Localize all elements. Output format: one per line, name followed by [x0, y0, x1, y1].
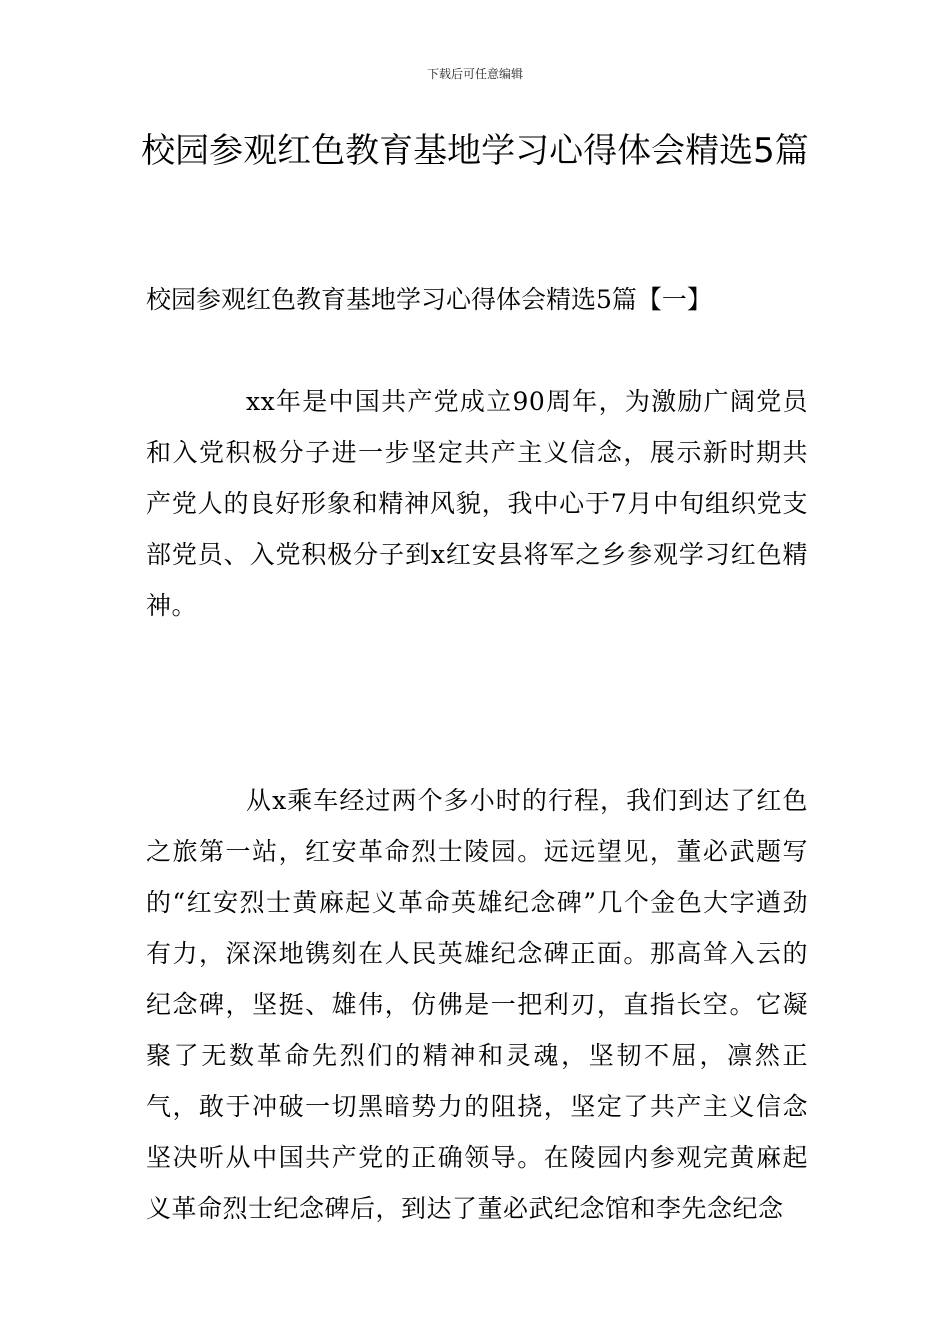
document-title: 校园参观红色教育基地学习心得体会精选5篇: [141, 131, 809, 171]
section-heading: 校园参观红色教育基地学习心得体会精选5篇【一】: [146, 285, 712, 314]
body-paragraph-2: 从x乘车经过两个多小时的行程，我们到达了红色之旅第一站，红安革命烈士陵园。远远望见，董必武题写的“红安烈士黄麻起义革命英雄纪念碑”几个金色大字遒劲有力，深深地镌刻在人民英雄纪念碑正面。那高耸入云的纪念碑，坚挺、雄伟，仿佛是一把利刃，直指长空。它凝聚了无数革命先烈们的精神和灵魂，坚韧不屈，凛然正气，敢于冲破一切黑暗势力的阻挠，坚定了共产主义信念坚决听从中国共产党的正确领导。在陵园内参观完黄麻起义革命烈士纪念碑后，到达了董必武纪念馆和李先念纪念: [146, 786, 808, 1223]
body-paragraph-1: xx年是中国共产党成立90周年，为激励广阔党员和入党积极分子进一步坚定共产主义信念，展示新时期共产党人的良好形象和精神风貌，我中心于7月中旬组织党支部党员、入党积极分子到x红安县将军之乡参观学习红色精神。: [146, 387, 808, 620]
header-note: 下载后可任意编辑: [426, 67, 523, 81]
